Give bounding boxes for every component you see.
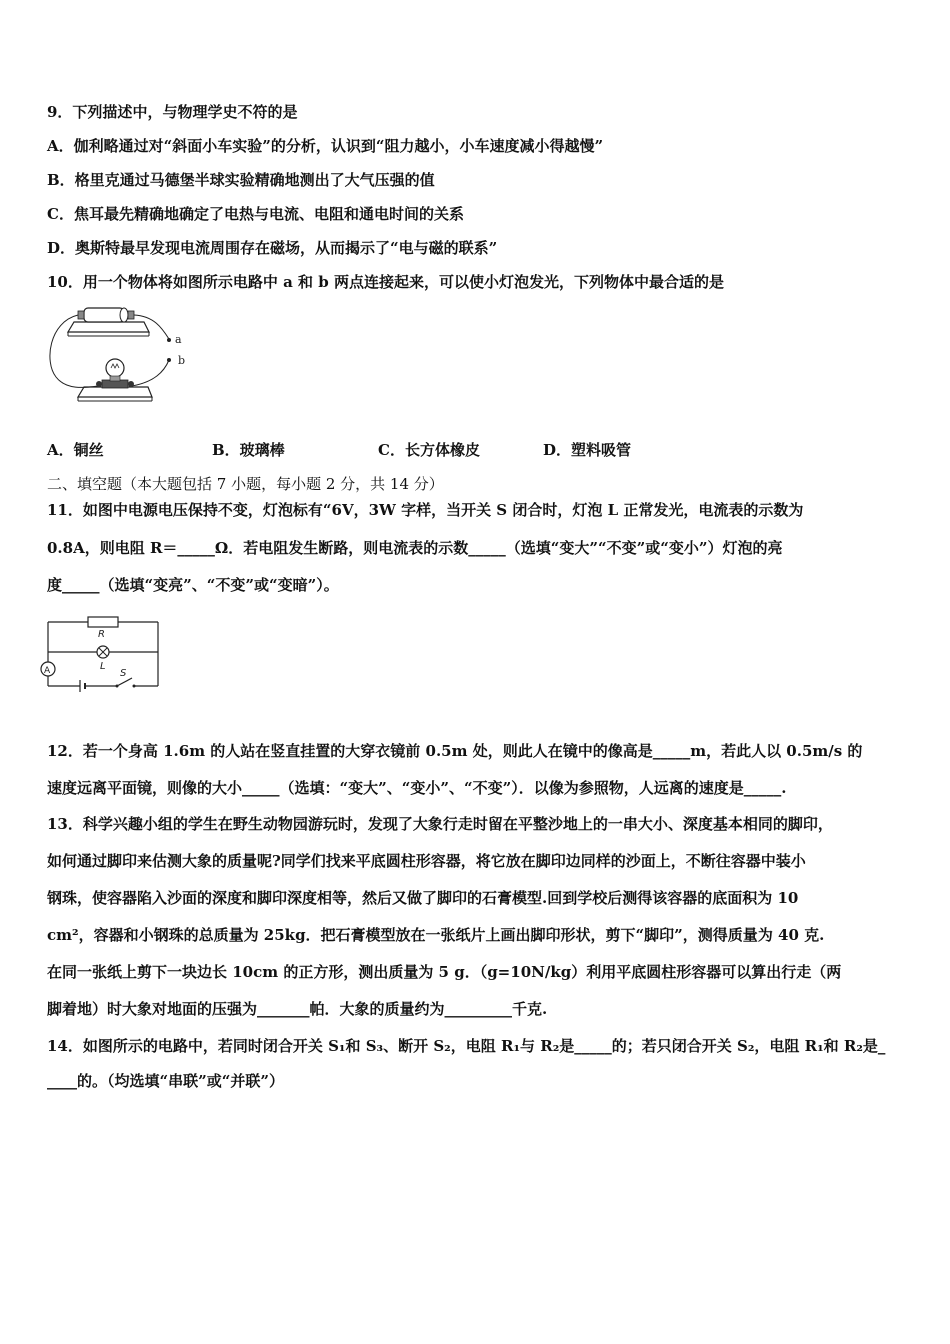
- q9-option-c: C．焦耳最先精确地确定了电热与电流、电阻和通电时间的关系: [47, 205, 464, 223]
- q13-line-2: 如何通过脚印来估测大象的质量呢?同学们找来平底圆柱形容器，将它放在脚印边同样的沙面上，不断往容器中装小: [47, 852, 806, 870]
- q13-line-5: 在同一张纸上剪下一块边长 10cm 的正方形，测出质量为 5 g．（g=10N/kg）利用平底圆柱形容器可以算出行走（两: [47, 963, 842, 981]
- q11-line-2: 0.8A，则电阻 R＝_____Ω．若电阻发生断路，则电流表的示数_____（选填“变大”“不变”或“变小”）灯泡的亮: [47, 539, 783, 557]
- q11-fig-label-l: L: [100, 661, 106, 672]
- q10-option-a: A．铜丝: [47, 441, 104, 459]
- q13-line-6: 脚着地）时大象对地面的压强为_______帕．大象的质量约为_________千克.: [47, 1000, 548, 1018]
- q10-fig-label-a: a: [175, 333, 182, 346]
- q10-option-b: B．玻璃棒: [212, 441, 285, 459]
- q13-line-3: 钢珠，使容器陷入沙面的深度和脚印深度相等，然后又做了脚印的石膏模型.回到学校后测得该容器的底面积为 10: [47, 889, 799, 907]
- q12-line-1: 12．若一个身高 1.6m 的人站在竖直挂置的大穿衣镜前 0.5m 处，则此人在镜中的像高是_____m，若此人以 0.5m/s 的: [47, 742, 863, 760]
- q10-option-d: D．塑料吸管: [543, 441, 632, 459]
- q11-fig-label-ammeter: A: [44, 666, 51, 676]
- q11-line-3: 度_____（选填“变亮”、“不变”或“变暗”）。: [47, 576, 339, 594]
- q11-fig-label-r: R: [98, 629, 105, 640]
- q14-line-1: 14．如图所示的电路中，若同时闭合开关 S₁和 S₃、断开 S₂，电阻 R₁与 R₂是_____的；若只闭合开关 S₂，电阻 R₁和 R₂是_: [47, 1037, 886, 1055]
- q9-option-a: A．伽利略通过对“斜面小车实验”的分析，认识到“阻力越小，小车速度减小得越慢”: [47, 137, 604, 155]
- q11-circuit-figure: [40, 612, 170, 694]
- q13-line-1: 13．科学兴趣小组的学生在野生动物园游玩时，发现了大象行走时留在平整沙地上的一串大小、深度基本相同的脚印，: [47, 815, 833, 833]
- q10-stem: 10．用一个物体将如图所示电路中 a 和 b 两点连接起来，可以使小灯泡发光，下列物体中最合适的是: [47, 273, 724, 291]
- q14-line-2: ____的。（均选填“串联”或“并联”）: [47, 1072, 285, 1090]
- q12-line-2: 速度远离平面镜，则像的大小_____（选填：“变大”、“变小”、“不变”）．以像为参照物，人远离的速度是_____.: [47, 779, 787, 797]
- q10-option-c: C．长方体橡皮: [378, 441, 480, 459]
- q10-fig-label-b: b: [178, 354, 186, 367]
- terminal-a: [167, 338, 171, 342]
- q10-circuit-figure: [44, 302, 204, 412]
- q9-option-b: B．格里克通过马德堡半球实验精确地测出了大气压强的值: [47, 171, 435, 189]
- q11-fig-label-s: S: [120, 668, 127, 679]
- q13-line-4: cm²，容器和小钢珠的总质量为 25kg．把石膏模型放在一张纸片上画出脚印形状，剪下“脚印”，测得质量为 40 克.: [47, 926, 825, 944]
- q11-line-1: 11．如图中电源电压保持不变，灯泡标有“6V，3W 字样，当开关 S 闭合时，灯泡 L 正常发光，电流表的示数为: [47, 501, 804, 519]
- section-2-heading: 二、填空题（本大题包括 7 小题，每小题 2 分，共 14 分）: [47, 475, 444, 493]
- q9-stem: 9．下列描述中，与物理学史不符的是: [47, 103, 298, 121]
- q9-option-d: D．奥斯特最早发现电流周围存在磁场，从而揭示了“电与磁的联系”: [47, 239, 498, 257]
